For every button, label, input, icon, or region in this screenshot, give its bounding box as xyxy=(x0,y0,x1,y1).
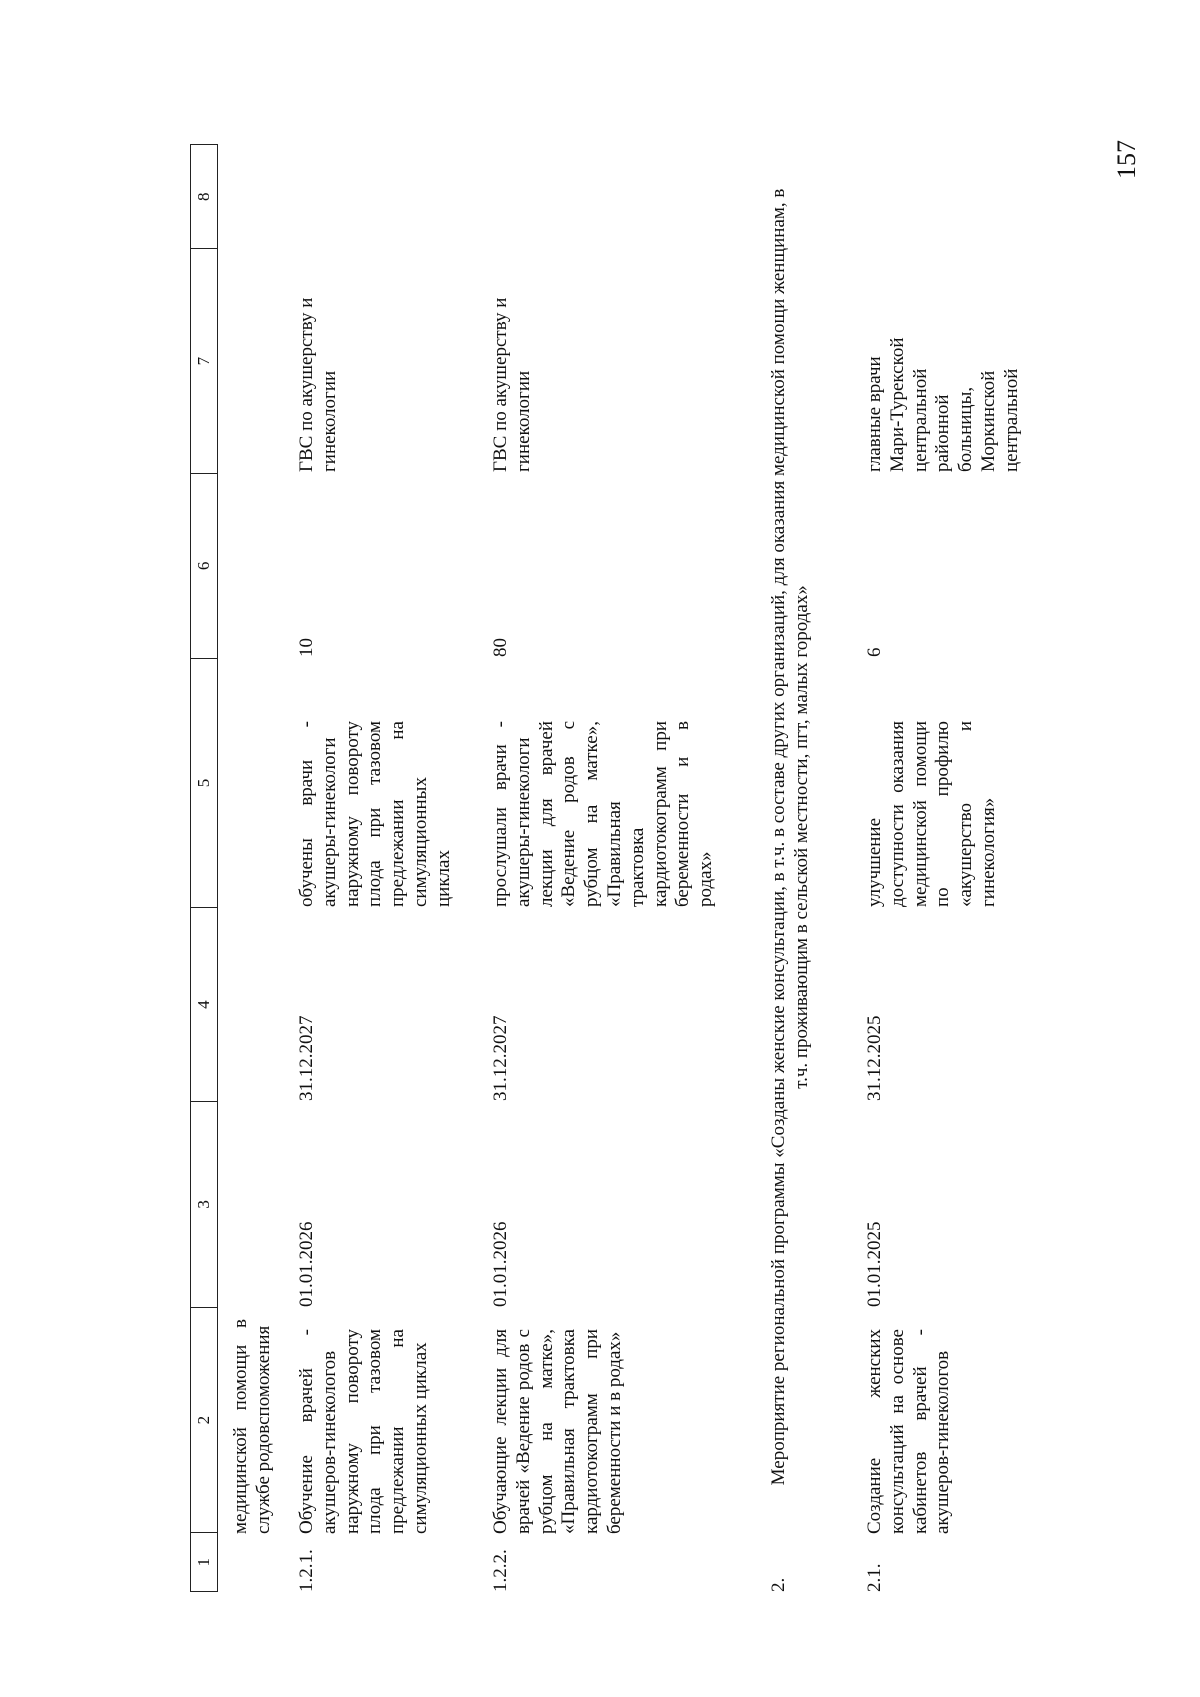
end-date: 31.12.2027 xyxy=(490,1015,511,1101)
column-header: 8 xyxy=(191,144,217,249)
start-date: 01.01.2025 xyxy=(864,1221,885,1307)
responsible: ГВС по акушерству и гинекологии xyxy=(490,297,534,472)
row-number: 1.2.2. xyxy=(490,1549,511,1592)
value: 80 xyxy=(490,638,511,657)
rotated-table xyxy=(190,144,1095,1592)
event-name: Обучающие лекции для врачей «Ведение родов с рубцом на матке», «Правильная трактовка кардиотокограмм при беременности и в родах» xyxy=(490,1329,625,1534)
column-header: 4 xyxy=(191,908,217,1102)
row-number: 1.2.1. xyxy=(296,1549,317,1592)
end-date: 31.12.2025 xyxy=(864,1015,885,1101)
value: 6 xyxy=(864,647,885,657)
column-header: 1 xyxy=(191,1533,217,1592)
responsible: ГВС по акушерству и гинекологии xyxy=(296,297,340,472)
column-header-row xyxy=(190,144,218,1592)
column-header: 7 xyxy=(191,249,217,474)
column-header: 5 xyxy=(191,659,217,908)
row-number: 2.1. xyxy=(864,1563,885,1592)
event-name: Создание женских консультаций на основе кабинетов врачей - акушеров-гинекологов xyxy=(864,1329,954,1534)
responsible: главные врачи Мари-Турекской центральной районной больницы, Моркинской центральной xyxy=(864,337,1022,472)
column-header: 3 xyxy=(191,1102,217,1308)
result-text: улучшение доступности оказания медицинской помощи по профилю «акушерство и гинекология» xyxy=(864,721,999,907)
value: 10 xyxy=(296,638,317,657)
intro-text: медицинской помощи в службе родовспоможения xyxy=(230,1319,274,1534)
column-header: 6 xyxy=(191,474,217,659)
end-date: 31.12.2027 xyxy=(296,1015,317,1101)
column-header: 2 xyxy=(191,1308,217,1534)
result-text: обучены врачи - акушеры-гинекологи наружному повороту плода при тазовом предлежании на симуляционных циклах xyxy=(296,721,454,907)
section-number: 2. xyxy=(768,1577,789,1592)
result-text: прослушали врачи - акушеры-гинекологи лекции для врачей «Ведение родов с рубцом на матке», «Правильная трактовка кардиотокограмм при беременности и в родах» xyxy=(490,721,717,907)
section-text: Мероприятие региональной программы «Созданы женские консультации, в т.ч. в составе других организаций, для оказания медицинской помощи женщинам, в т.ч. проживающим в сельской местности, пгт, малых городах» xyxy=(768,188,812,1486)
event-name: Обучение врачей - акушеров-гинекологов наружному повороту плода при тазовом предлежании на симуляционных циклах xyxy=(296,1329,431,1534)
start-date: 01.01.2026 xyxy=(490,1221,511,1307)
start-date: 01.01.2026 xyxy=(296,1221,317,1307)
page-number: 157 xyxy=(1112,140,1141,179)
